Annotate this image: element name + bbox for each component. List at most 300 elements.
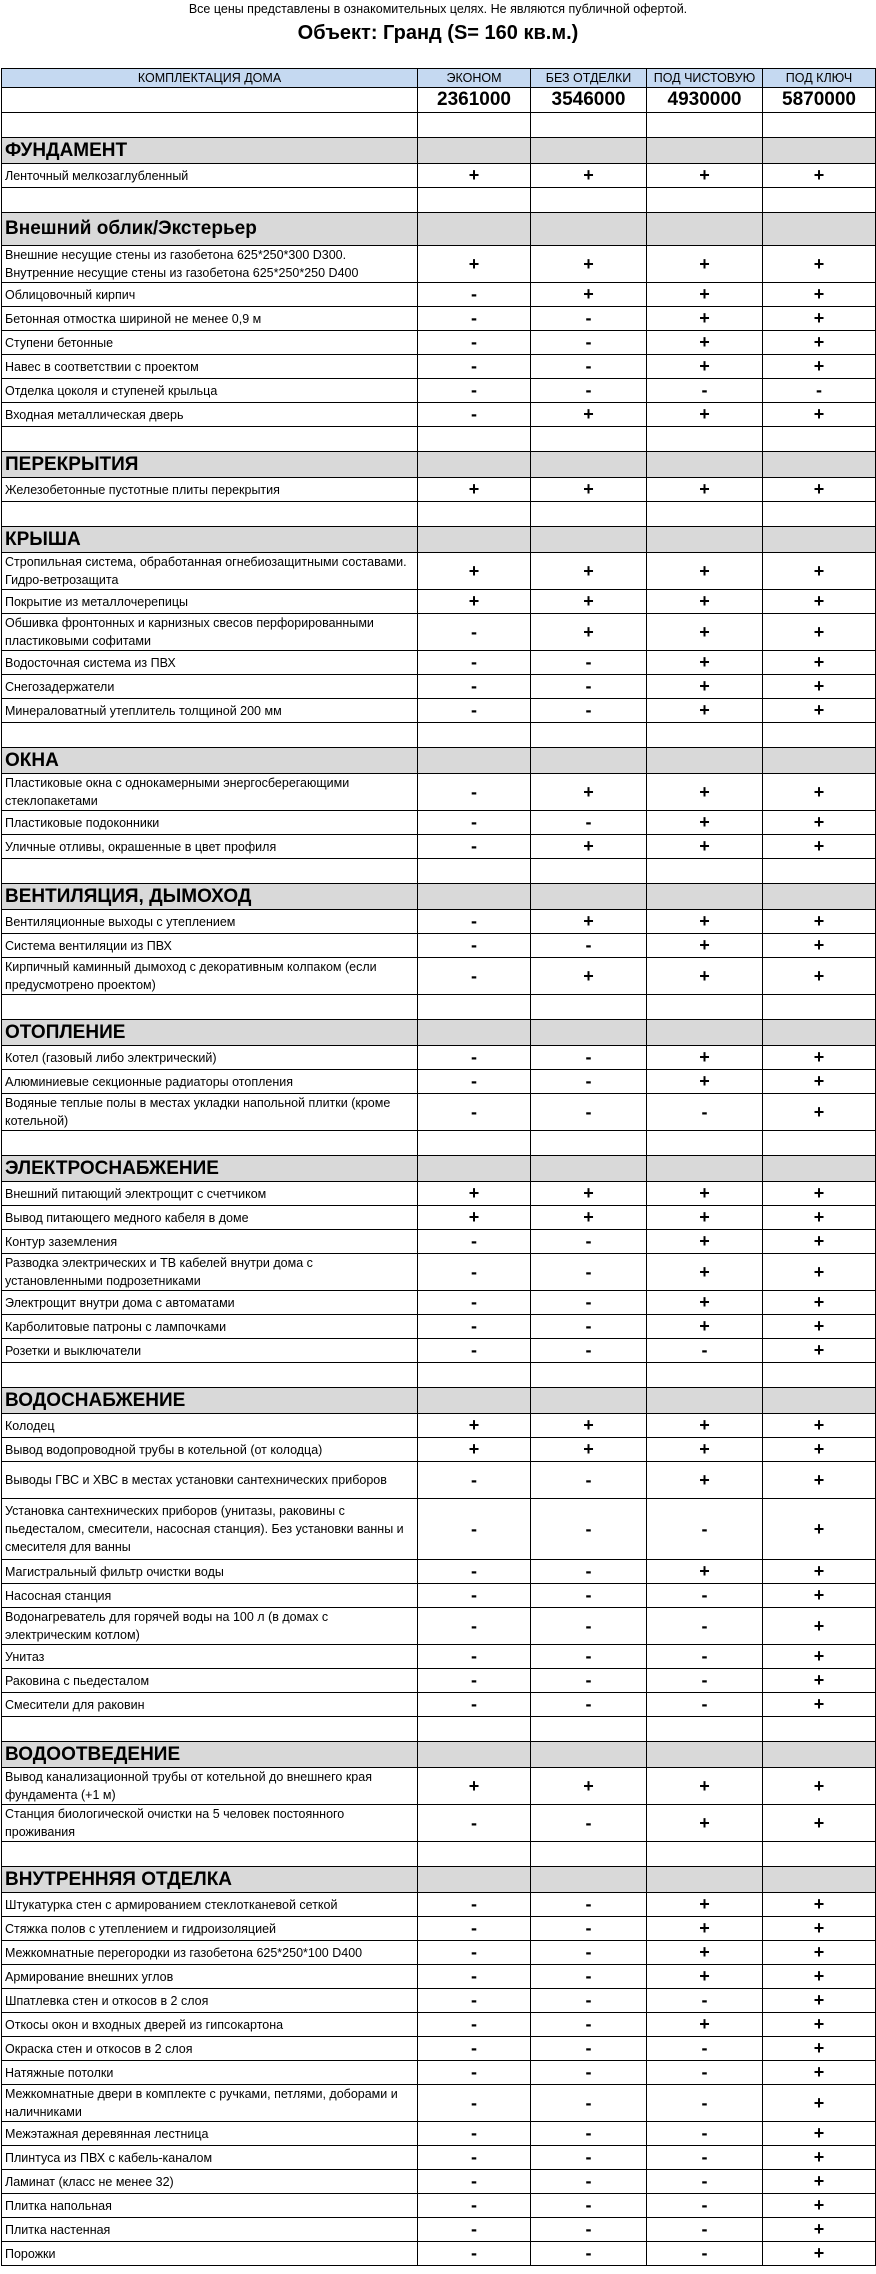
inclusion-mark: + — [647, 355, 763, 379]
table-row — [2, 1965, 876, 1989]
inclusion-mark: - — [531, 1608, 647, 1645]
inclusion-mark: - — [418, 699, 531, 723]
feature-label: Водяные теплые полы в местах укладки напольной плитки (кроме котельной) — [2, 1094, 418, 1131]
section-title: КРЫША — [2, 527, 418, 553]
table-row — [2, 1070, 876, 1094]
inclusion-mark: + — [647, 1182, 763, 1206]
section-header-row — [2, 748, 876, 774]
inclusion-mark: + — [418, 1206, 531, 1230]
inclusion-mark: + — [647, 403, 763, 427]
inclusion-mark: - — [531, 2122, 647, 2146]
section-header-row — [2, 1742, 876, 1768]
inclusion-mark: - — [418, 614, 531, 651]
table-row — [2, 246, 876, 283]
inclusion-mark: + — [763, 2085, 876, 2122]
table-row — [2, 1584, 876, 1608]
inclusion-mark: + — [531, 835, 647, 859]
table-row — [2, 1438, 876, 1462]
feature-label: Штукатурка стен с армированием стеклотканевой сеткой — [2, 1893, 418, 1917]
table-row — [2, 958, 876, 995]
inclusion-mark: - — [531, 1499, 647, 1560]
inclusion-mark: - — [418, 1339, 531, 1363]
inclusion-mark: - — [531, 1645, 647, 1669]
feature-label: Карболитовые патроны с лампочками — [2, 1315, 418, 1339]
inclusion-mark: - — [418, 934, 531, 958]
inclusion-mark: - — [531, 1693, 647, 1717]
inclusion-mark: + — [763, 1230, 876, 1254]
inclusion-mark: + — [763, 1965, 876, 1989]
inclusion-mark: + — [763, 2170, 876, 2194]
inclusion-mark: + — [647, 246, 763, 283]
feature-label: Покрытие из металлочерепицы — [2, 590, 418, 614]
feature-label: Пластиковые окна с однокамерными энергосберегающими стеклопакетами — [2, 774, 418, 811]
inclusion-mark: + — [763, 675, 876, 699]
inclusion-mark: - — [531, 307, 647, 331]
inclusion-mark: + — [647, 774, 763, 811]
inclusion-mark: - — [531, 1584, 647, 1608]
spacer-row — [2, 1131, 876, 1156]
feature-label: Кирпичный каминный дымоход с декоративным колпаком (если предусмотрено проектом) — [2, 958, 418, 995]
table-row — [2, 1094, 876, 1131]
section-header-row — [2, 1156, 876, 1182]
feature-label: Обшивка фронтонных и карнизных свесов перфорированными пластиковыми софитами — [2, 614, 418, 651]
table-row — [2, 1768, 876, 1805]
table-row — [2, 774, 876, 811]
feature-label: Бетонная отмостка шириной не менее 0,9 м — [2, 307, 418, 331]
inclusion-mark: - — [647, 2242, 763, 2266]
inclusion-mark: - — [647, 1339, 763, 1363]
inclusion-mark: + — [763, 2146, 876, 2170]
table-row — [2, 1254, 876, 1291]
price-turnkey: 5870000 — [763, 88, 876, 113]
inclusion-mark: - — [647, 1608, 763, 1645]
inclusion-mark: + — [647, 1291, 763, 1315]
inclusion-mark: - — [418, 2061, 531, 2085]
section-title: ВОДООТВЕДЕНИЕ — [2, 1742, 418, 1768]
table-row — [2, 590, 876, 614]
inclusion-mark: + — [418, 1182, 531, 1206]
section-title: Внешний облик/Экстерьер — [2, 213, 418, 246]
inclusion-mark: + — [531, 164, 647, 188]
inclusion-mark: - — [418, 1230, 531, 1254]
inclusion-mark: - — [418, 2242, 531, 2266]
inclusion-mark: + — [531, 403, 647, 427]
spacer-row — [2, 1717, 876, 1742]
inclusion-mark: + — [647, 614, 763, 651]
table-row — [2, 1230, 876, 1254]
price-econom: 2361000 — [418, 88, 531, 113]
inclusion-mark: + — [647, 307, 763, 331]
feature-label: Вывод водопроводной трубы в котельной (от колодца) — [2, 1438, 418, 1462]
section-header-row — [2, 527, 876, 553]
inclusion-mark: + — [418, 1414, 531, 1438]
inclusion-mark: + — [763, 1094, 876, 1131]
inclusion-mark: + — [763, 1917, 876, 1941]
inclusion-mark: + — [763, 958, 876, 995]
inclusion-mark: - — [418, 2013, 531, 2037]
price-no-finish: 3546000 — [531, 88, 647, 113]
inclusion-mark: - — [418, 1584, 531, 1608]
table-row — [2, 403, 876, 427]
inclusion-mark: - — [418, 1805, 531, 1842]
object-title: Объект: Гранд (S= 160 кв.м.) — [297, 22, 579, 44]
inclusion-mark: + — [531, 1206, 647, 1230]
feature-label: Внешний питающий электрощит с счетчиком — [2, 1182, 418, 1206]
inclusion-mark: - — [418, 2037, 531, 2061]
inclusion-mark: + — [763, 2013, 876, 2037]
inclusion-mark: + — [647, 675, 763, 699]
feature-label: Окраска стен и откосов в 2 слоя — [2, 2037, 418, 2061]
inclusion-mark: + — [763, 1989, 876, 2013]
feature-label: Система вентиляции из ПВХ — [2, 934, 418, 958]
feature-label: Ступени бетонные — [2, 331, 418, 355]
inclusion-mark: - — [531, 1291, 647, 1315]
feature-label: Внешние несущие стены из газобетона 625*250*300 D300. Внутренние несущие стены из газобетона 625*250*250 D400 — [2, 246, 418, 283]
feature-label: Межкомнатные перегородки из газобетона 625*250*100 D400 — [2, 1941, 418, 1965]
feature-label: Насосная станция — [2, 1584, 418, 1608]
spacer-row — [2, 427, 876, 452]
feature-label: Пластиковые подоконники — [2, 811, 418, 835]
inclusion-mark: + — [647, 1230, 763, 1254]
feature-label: Котел (газовый либо электрический) — [2, 1046, 418, 1070]
feature-label: Вывод питающего медного кабеля в доме — [2, 1206, 418, 1230]
inclusion-mark: + — [418, 164, 531, 188]
section-title: ФУНДАМЕНТ — [2, 138, 418, 164]
inclusion-mark: + — [647, 331, 763, 355]
inclusion-mark: + — [531, 590, 647, 614]
inclusion-mark: + — [763, 1339, 876, 1363]
feature-label: Унитаз — [2, 1645, 418, 1669]
inclusion-mark: + — [763, 1182, 876, 1206]
section-header-row — [2, 1020, 876, 1046]
inclusion-mark: - — [531, 1339, 647, 1363]
table-row — [2, 614, 876, 651]
table-row — [2, 934, 876, 958]
inclusion-mark: + — [647, 934, 763, 958]
inclusion-mark: + — [763, 1046, 876, 1070]
inclusion-mark: + — [531, 283, 647, 307]
feature-label: Контур заземления — [2, 1230, 418, 1254]
inclusion-mark: - — [531, 2037, 647, 2061]
column-header-turnkey: ПОД КЛЮЧ — [763, 69, 876, 88]
section-header-row — [2, 1867, 876, 1893]
feature-label: Ламинат (класс не менее 32) — [2, 2170, 418, 2194]
inclusion-mark: - — [531, 1094, 647, 1131]
table-row — [2, 1693, 876, 1717]
table-row — [2, 355, 876, 379]
inclusion-mark: - — [531, 1941, 647, 1965]
inclusion-mark: - — [418, 1965, 531, 1989]
inclusion-mark: - — [647, 1693, 763, 1717]
inclusion-mark: + — [763, 1560, 876, 1584]
inclusion-mark: + — [763, 1645, 876, 1669]
inclusion-mark: + — [763, 1805, 876, 1842]
inclusion-mark: + — [763, 1438, 876, 1462]
feature-label: Плитка напольная — [2, 2194, 418, 2218]
table-row — [2, 811, 876, 835]
inclusion-mark: - — [418, 2170, 531, 2194]
inclusion-mark: - — [418, 1941, 531, 1965]
inclusion-mark: + — [763, 478, 876, 502]
inclusion-mark: + — [647, 958, 763, 995]
inclusion-mark: - — [531, 2013, 647, 2037]
table-row — [2, 1989, 876, 2013]
inclusion-mark: - — [531, 2194, 647, 2218]
feature-label: Стропильная система, обработанная огнебиозащитными составами. Гидро-ветрозащита — [2, 553, 418, 590]
feature-label: Порожки — [2, 2242, 418, 2266]
inclusion-mark: - — [418, 331, 531, 355]
inclusion-mark: + — [763, 1941, 876, 1965]
feature-label: Магистральный фильтр очистки воды — [2, 1560, 418, 1584]
feature-label: Стяжка полов с утеплением и гидроизоляцией — [2, 1917, 418, 1941]
feature-label: Межэтажная деревянная лестница — [2, 2122, 418, 2146]
inclusion-mark: - — [531, 331, 647, 355]
feature-label: Навес в соответствии с проектом — [2, 355, 418, 379]
inclusion-mark: - — [418, 307, 531, 331]
inclusion-mark: - — [418, 811, 531, 835]
inclusion-mark: - — [531, 675, 647, 699]
table-row — [2, 2242, 876, 2266]
table-row — [2, 910, 876, 934]
table-row — [2, 1499, 876, 1560]
inclusion-mark: - — [418, 1645, 531, 1669]
inclusion-mark: - — [647, 2085, 763, 2122]
inclusion-mark: - — [531, 2170, 647, 2194]
inclusion-mark: + — [647, 1462, 763, 1499]
feature-label: Водосточная система из ПВХ — [2, 651, 418, 675]
feature-label: Алюминиевые секционные радиаторы отопления — [2, 1070, 418, 1094]
inclusion-mark: + — [418, 1438, 531, 1462]
inclusion-mark: - — [531, 1805, 647, 1842]
spacer-row — [2, 1842, 876, 1867]
inclusion-mark: + — [763, 331, 876, 355]
inclusion-mark: - — [647, 1669, 763, 1693]
inclusion-mark: - — [647, 379, 763, 403]
inclusion-mark: + — [647, 1965, 763, 1989]
inclusion-mark: - — [531, 2242, 647, 2266]
table-row — [2, 1182, 876, 1206]
section-title: ПЕРЕКРЫТИЯ — [2, 452, 418, 478]
inclusion-mark: + — [647, 1768, 763, 1805]
inclusion-mark: - — [418, 1291, 531, 1315]
inclusion-mark: - — [531, 1315, 647, 1339]
inclusion-mark: + — [763, 934, 876, 958]
feature-label: Отделка цоколя и ступеней крыльца — [2, 379, 418, 403]
table-row — [2, 1046, 876, 1070]
inclusion-mark: - — [531, 699, 647, 723]
inclusion-mark: - — [647, 2061, 763, 2085]
table-row — [2, 1291, 876, 1315]
inclusion-mark: + — [763, 1291, 876, 1315]
table-row — [2, 331, 876, 355]
inclusion-mark: + — [647, 590, 763, 614]
inclusion-mark: - — [647, 2122, 763, 2146]
inclusion-mark: - — [531, 1917, 647, 1941]
inclusion-mark: + — [531, 614, 647, 651]
inclusion-mark: - — [531, 355, 647, 379]
inclusion-mark: + — [763, 590, 876, 614]
inclusion-mark: - — [647, 1989, 763, 2013]
column-header-package: КОМПЛЕКТАЦИЯ ДОМА — [2, 69, 418, 88]
column-header-econom: ЭКОНОМ — [418, 69, 531, 88]
feature-label: Облицовочный кирпич — [2, 283, 418, 307]
spacer-row — [2, 502, 876, 527]
inclusion-mark: + — [763, 699, 876, 723]
header-row — [2, 69, 876, 88]
inclusion-mark: - — [531, 1893, 647, 1917]
inclusion-mark: + — [763, 811, 876, 835]
inclusion-mark: - — [418, 1917, 531, 1941]
inclusion-mark: + — [763, 1768, 876, 1805]
inclusion-mark: - — [531, 2146, 647, 2170]
inclusion-mark: + — [647, 1315, 763, 1339]
table-row — [2, 651, 876, 675]
section-header-row — [2, 213, 876, 246]
inclusion-mark: - — [418, 651, 531, 675]
inclusion-mark: + — [763, 1206, 876, 1230]
table-row — [2, 164, 876, 188]
inclusion-mark: - — [531, 651, 647, 675]
feature-label: Вентиляционные выходы с утеплением — [2, 910, 418, 934]
inclusion-mark: + — [763, 1893, 876, 1917]
section-header-row — [2, 138, 876, 164]
inclusion-mark: + — [763, 2242, 876, 2266]
table-row — [2, 2037, 876, 2061]
inclusion-mark: + — [647, 699, 763, 723]
disclaimer-note: Все цены представлены в ознакомительных целях. Не являются публичной офертой. — [188, 2, 688, 16]
feature-label: Электрощит внутри дома с автоматами — [2, 1291, 418, 1315]
table-row — [2, 2218, 876, 2242]
inclusion-mark: + — [647, 910, 763, 934]
inclusion-mark: - — [418, 2218, 531, 2242]
inclusion-mark: - — [418, 2122, 531, 2146]
inclusion-mark: - — [531, 1965, 647, 1989]
table-row — [2, 699, 876, 723]
inclusion-mark: + — [418, 590, 531, 614]
inclusion-mark: + — [647, 1941, 763, 1965]
inclusion-mark: + — [763, 307, 876, 331]
inclusion-mark: - — [531, 934, 647, 958]
inclusion-mark: + — [647, 1254, 763, 1291]
inclusion-mark: + — [531, 1438, 647, 1462]
spacer-row — [2, 1363, 876, 1388]
inclusion-mark: + — [647, 1414, 763, 1438]
table-row — [2, 1669, 876, 1693]
inclusion-mark: + — [763, 774, 876, 811]
inclusion-mark: - — [418, 1315, 531, 1339]
feature-label: Железобетонные пустотные плиты перекрытия — [2, 478, 418, 502]
table-row — [2, 307, 876, 331]
section-title: ОТОПЛЕНИЕ — [2, 1020, 418, 1046]
inclusion-mark: + — [647, 1206, 763, 1230]
inclusion-mark: - — [418, 1046, 531, 1070]
table-row — [2, 2170, 876, 2194]
inclusion-mark: - — [418, 1070, 531, 1094]
table-row — [2, 1608, 876, 1645]
section-header-row — [2, 452, 876, 478]
table-row — [2, 1560, 876, 1584]
inclusion-mark: - — [418, 1608, 531, 1645]
inclusion-mark: - — [418, 2194, 531, 2218]
table-row — [2, 1462, 876, 1499]
inclusion-mark: + — [531, 246, 647, 283]
table-row — [2, 2194, 876, 2218]
table-row — [2, 2085, 876, 2122]
spacer-row — [2, 188, 876, 213]
feature-label: Разводка электрических и ТВ кабелей внутри дома с установленными подрозетниками — [2, 1254, 418, 1291]
inclusion-mark: - — [418, 283, 531, 307]
inclusion-mark: - — [418, 403, 531, 427]
feature-label: Откосы окон и входных дверей из гипсокартона — [2, 2013, 418, 2037]
feature-label: Армирование внешних углов — [2, 1965, 418, 1989]
inclusion-mark: - — [418, 355, 531, 379]
table-row — [2, 675, 876, 699]
inclusion-mark: + — [647, 1805, 763, 1842]
feature-label: Вывод канализационной трубы от котельной до внешнего края фундамента (+1 м) — [2, 1768, 418, 1805]
table-row — [2, 379, 876, 403]
table-row — [2, 2122, 876, 2146]
inclusion-mark: - — [647, 2170, 763, 2194]
table-row — [2, 1206, 876, 1230]
inclusion-mark: + — [763, 1584, 876, 1608]
feature-label: Плитка настенная — [2, 2218, 418, 2242]
table-row — [2, 1941, 876, 1965]
inclusion-mark: + — [763, 1254, 876, 1291]
table-row — [2, 2013, 876, 2037]
column-header-pre-finish: ПОД ЧИСТОВУЮ — [647, 69, 763, 88]
feature-label: Снегозадержатели — [2, 675, 418, 699]
section-header-row — [2, 1388, 876, 1414]
inclusion-mark: - — [531, 1254, 647, 1291]
table-row — [2, 2061, 876, 2085]
inclusion-mark: - — [418, 2085, 531, 2122]
inclusion-mark: + — [763, 1499, 876, 1560]
table-row — [2, 283, 876, 307]
inclusion-mark: - — [418, 675, 531, 699]
table-row — [2, 478, 876, 502]
inclusion-mark: + — [763, 651, 876, 675]
inclusion-mark: + — [647, 2013, 763, 2037]
inclusion-mark: + — [763, 403, 876, 427]
spacer-row — [2, 995, 876, 1020]
feature-label: Установка сантехнических приборов (унитазы, раковины с пьедесталом, смесители, насосная станция). Без установки ванны и смесителя для ванны — [2, 1499, 418, 1560]
inclusion-mark: + — [647, 1560, 763, 1584]
spacer-row — [2, 113, 876, 138]
inclusion-mark: + — [531, 1182, 647, 1206]
inclusion-mark: - — [647, 2218, 763, 2242]
inclusion-mark: + — [763, 1669, 876, 1693]
inclusion-mark: - — [531, 1989, 647, 2013]
table-row — [2, 1805, 876, 1842]
table-row — [2, 1893, 876, 1917]
inclusion-mark: + — [763, 2122, 876, 2146]
inclusion-mark: - — [418, 1693, 531, 1717]
price-row — [2, 88, 876, 113]
inclusion-mark: + — [763, 1070, 876, 1094]
price-pre-finish: 4930000 — [647, 88, 763, 113]
column-header-no-finish: БЕЗ ОТДЕЛКИ — [531, 69, 647, 88]
inclusion-mark: + — [763, 1462, 876, 1499]
inclusion-mark: + — [647, 811, 763, 835]
inclusion-mark: - — [531, 2061, 647, 2085]
table-row — [2, 835, 876, 859]
table-row — [2, 1339, 876, 1363]
feature-label: Станция биологической очистки на 5 человек постоянного проживания — [2, 1805, 418, 1842]
inclusion-mark: - — [418, 2146, 531, 2170]
feature-label: Раковина с пьедесталом — [2, 1669, 418, 1693]
inclusion-mark: + — [418, 478, 531, 502]
inclusion-mark: - — [647, 1645, 763, 1669]
